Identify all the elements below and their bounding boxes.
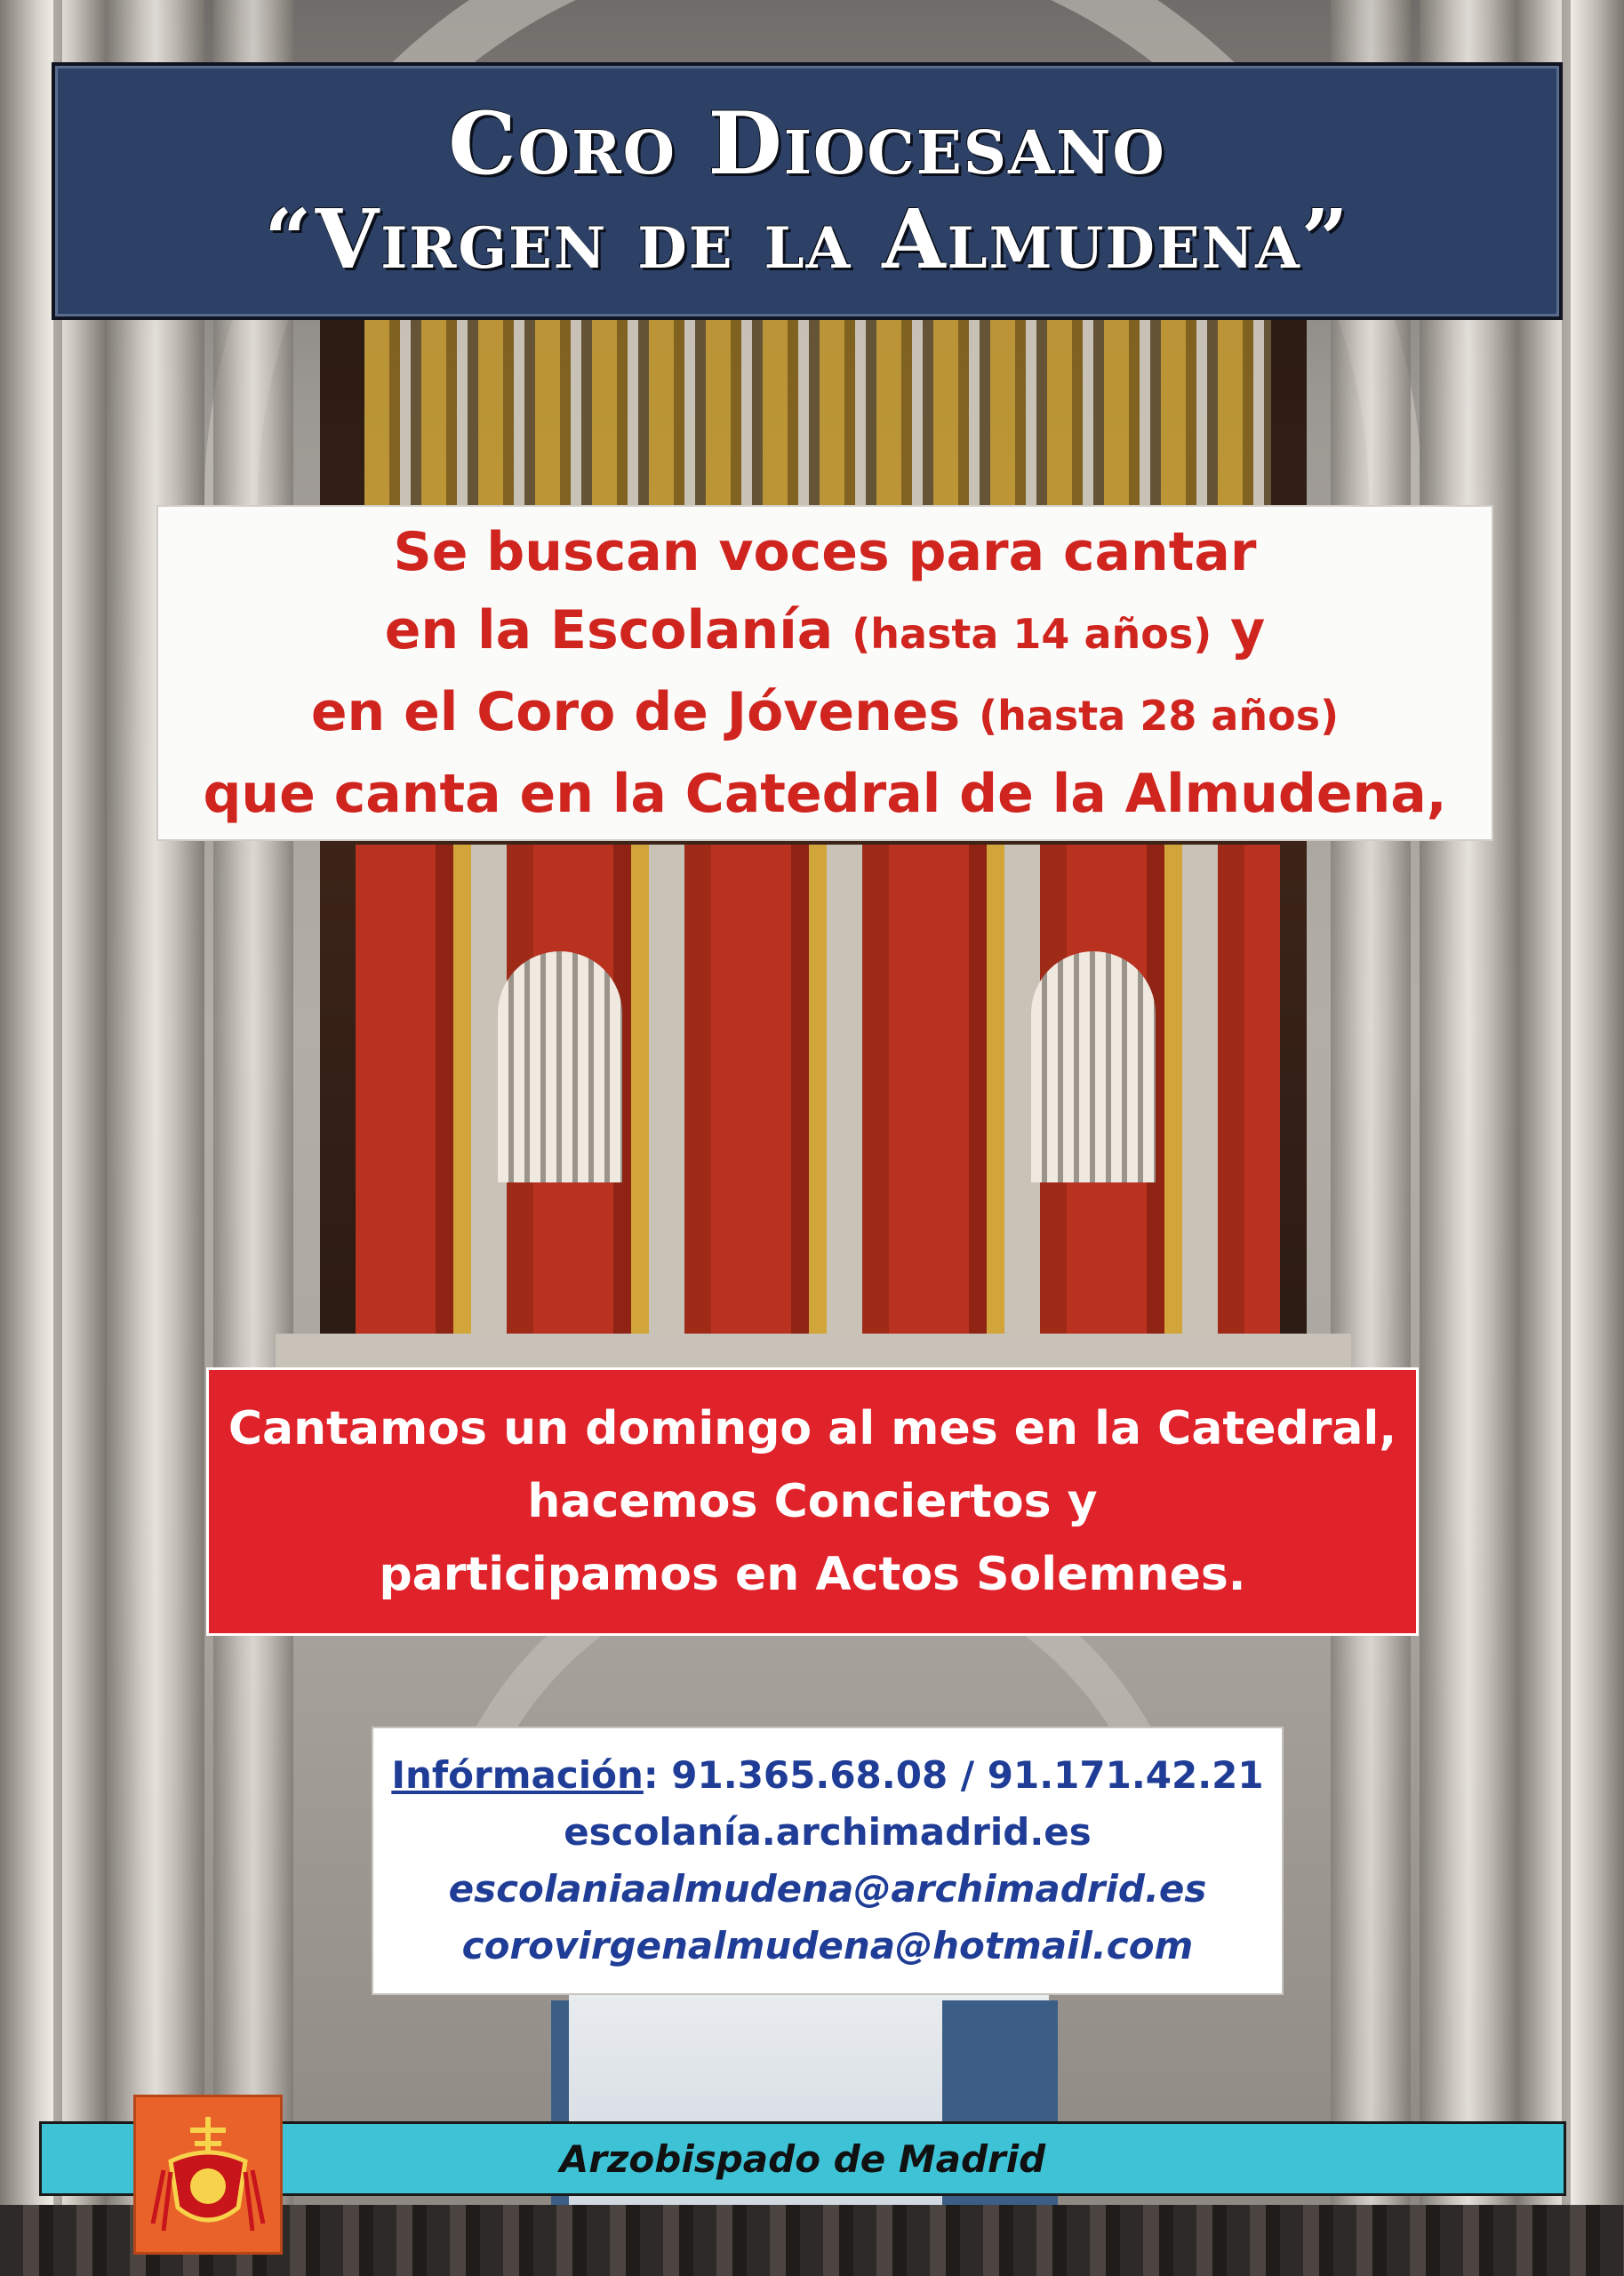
- activity-line-3: participamos en Actos Solemnes.: [379, 1548, 1246, 1601]
- notice-age-limit-28: (hasta 28 años): [979, 692, 1340, 740]
- info-phones[interactable]: : 91.365.68.08 / 91.171.42.21: [643, 1753, 1264, 1797]
- pillar-rib: [53, 0, 62, 2276]
- title-banner: [52, 62, 1563, 320]
- choir-gallery: [276, 1334, 1351, 1369]
- notice-line-4: que canta en la Catedral de la Almudena,: [203, 763, 1447, 825]
- title-line-2: “Virgen de la Almudena”: [264, 191, 1350, 288]
- notice-escolania: en la Escolanía: [384, 599, 834, 661]
- pillar: [213, 0, 293, 2276]
- info-email-coro[interactable]: corovirgenalmudena@hotmail.com: [461, 1924, 1194, 1967]
- notice-conjunction: y: [1230, 599, 1266, 661]
- pillar: [107, 0, 204, 2276]
- pillar: [1331, 0, 1411, 2276]
- info-label: Infórmación: [391, 1753, 644, 1797]
- notice-line-3: [311, 673, 1339, 755]
- recruitment-notice: [156, 505, 1493, 841]
- title-line-1: Coro Diocesano: [448, 92, 1166, 194]
- crest-icon: [146, 2108, 270, 2241]
- notice-coro-jovenes: en el Coro de Jóvenes: [310, 681, 961, 743]
- activity-line-2: hacemos Conciertos y: [527, 1475, 1098, 1528]
- info-phone-line: [391, 1747, 1263, 1804]
- activity-line-1: Cantamos un domingo al mes en la Catedral,: [228, 1402, 1397, 1455]
- archdiocese-crest-logo: [133, 2095, 283, 2255]
- notice-age-limit-14: (hasta 14 años): [852, 610, 1212, 658]
- organ-pipes-right: [1031, 951, 1156, 1182]
- pillar: [1420, 0, 1517, 2276]
- notice-line-1: Se buscan voces para cantar: [393, 521, 1257, 583]
- pillar: [1517, 0, 1624, 2276]
- activity-box: [206, 1367, 1419, 1636]
- organ-upper-pipes: [364, 311, 1271, 525]
- info-website[interactable]: escolanía.archimadrid.es: [564, 1810, 1092, 1854]
- info-email-escolania[interactable]: escolaniaalmudena@archimadrid.es: [448, 1867, 1207, 1911]
- contact-info-box: [372, 1727, 1284, 1995]
- pillar-rib: [1562, 0, 1571, 2276]
- footer-text: Arzobispado de Madrid: [559, 2136, 1046, 2181]
- organ-pipes-left: [498, 951, 622, 1182]
- notice-line-2: [385, 591, 1266, 673]
